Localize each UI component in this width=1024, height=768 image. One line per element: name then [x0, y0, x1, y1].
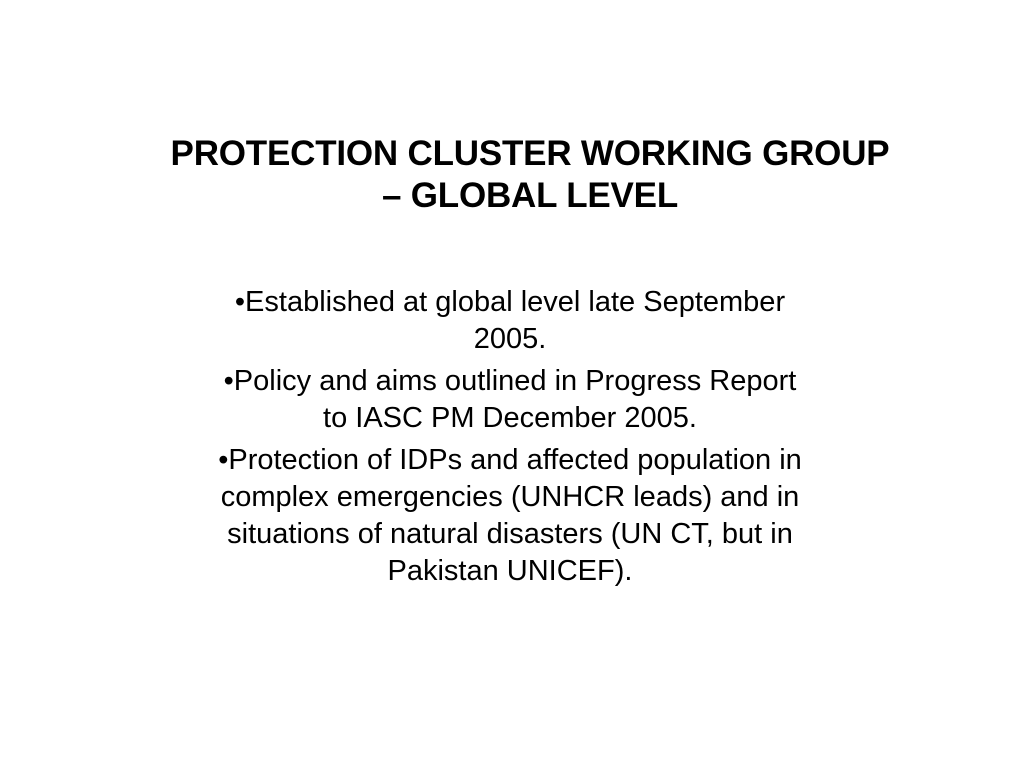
- slide-title-line-2: – GLOBAL LEVEL: [381, 176, 679, 215]
- bullet-established: [160, 284, 860, 358]
- bullet-line: Pakistan UNICEF).: [387, 555, 633, 587]
- slide-title-line-1: PROTECTION CLUSTER WORKING GROUP: [170, 134, 890, 173]
- bullet-protection-idps: [160, 442, 860, 590]
- bullet-line: •Policy and aims outlined in Progress Report: [223, 365, 797, 397]
- bullet-line: •Protection of IDPs and affected population in: [218, 444, 802, 476]
- bullet-list: [160, 284, 860, 595]
- bullet-line: situations of natural disasters (UN CT, but in: [227, 518, 793, 550]
- bullet-line: complex emergencies (UNHCR leads) and in: [220, 481, 800, 513]
- bullet-line: 2005.: [473, 323, 547, 355]
- slide-title: [100, 133, 960, 217]
- bullet-line: to IASC PM December 2005.: [323, 402, 697, 434]
- bullet-line: •Established at global level late September: [234, 286, 786, 318]
- bullet-policy-aims: [160, 363, 860, 437]
